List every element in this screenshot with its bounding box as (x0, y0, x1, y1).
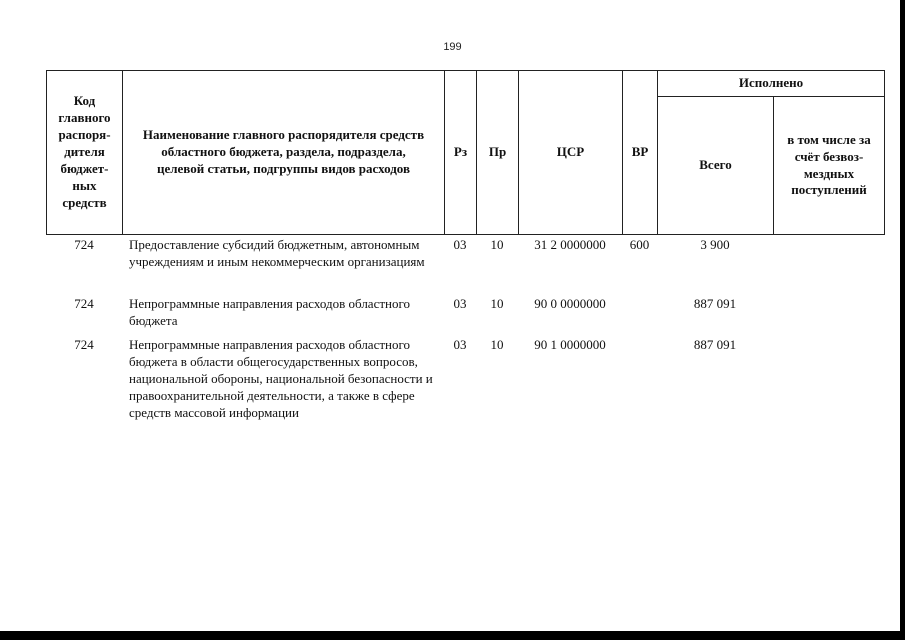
row-csr: 90 0 0000000 (534, 296, 606, 311)
row-pr: 10 (490, 237, 504, 252)
row-total: 887 091 (693, 296, 737, 311)
row-rz: 03 (453, 237, 467, 252)
header-name: Наименование главного распорядителя средств областного бюджета, раздела, подраздела, целевой статьи, подгруппы видов расходов (122, 70, 445, 235)
header-gratuitous: в том числе за счёт безвоз-мездных поступлений (773, 96, 885, 235)
row-name: Непрограммные направления расходов областного бюджета в области общегосударственных вопросов, национальной обороны, национальной безопасности и правоохранительной деятельности, а также в сфере средств массовой информации (129, 337, 433, 420)
row-code: 724 (74, 337, 94, 352)
row-name: Непрограммные направления расходов областного бюджета (129, 296, 410, 328)
scan-edge-right (900, 0, 905, 640)
row-csr: 90 1 0000000 (534, 337, 606, 352)
header-rz: Рз (444, 70, 477, 235)
row-vr: 600 (629, 237, 650, 252)
header-code: Код главного распоря-дителя бюджет-ных средств (46, 70, 123, 235)
row-name: Предоставление субсидий бюджетным, автономным учреждениям и иным некоммерческим организациям (129, 237, 425, 269)
header-total: Всего (657, 96, 774, 235)
header-pr: Пр (476, 70, 519, 235)
row-code: 724 (74, 296, 94, 311)
header-vr: ВР (622, 70, 658, 235)
row-total: 887 091 (693, 337, 737, 352)
row-rz: 03 (453, 296, 467, 311)
row-pr: 10 (490, 296, 504, 311)
page-number: 199 (443, 41, 462, 53)
row-pr: 10 (490, 337, 504, 352)
row-rz: 03 (453, 337, 467, 352)
row-csr: 31 2 0000000 (534, 237, 606, 252)
header-executed: Исполнено (657, 70, 885, 97)
row-code: 724 (74, 237, 94, 252)
scan-edge-bottom (0, 631, 905, 640)
row-total: 3 900 (700, 237, 730, 252)
header-csr: ЦСР (518, 70, 623, 235)
